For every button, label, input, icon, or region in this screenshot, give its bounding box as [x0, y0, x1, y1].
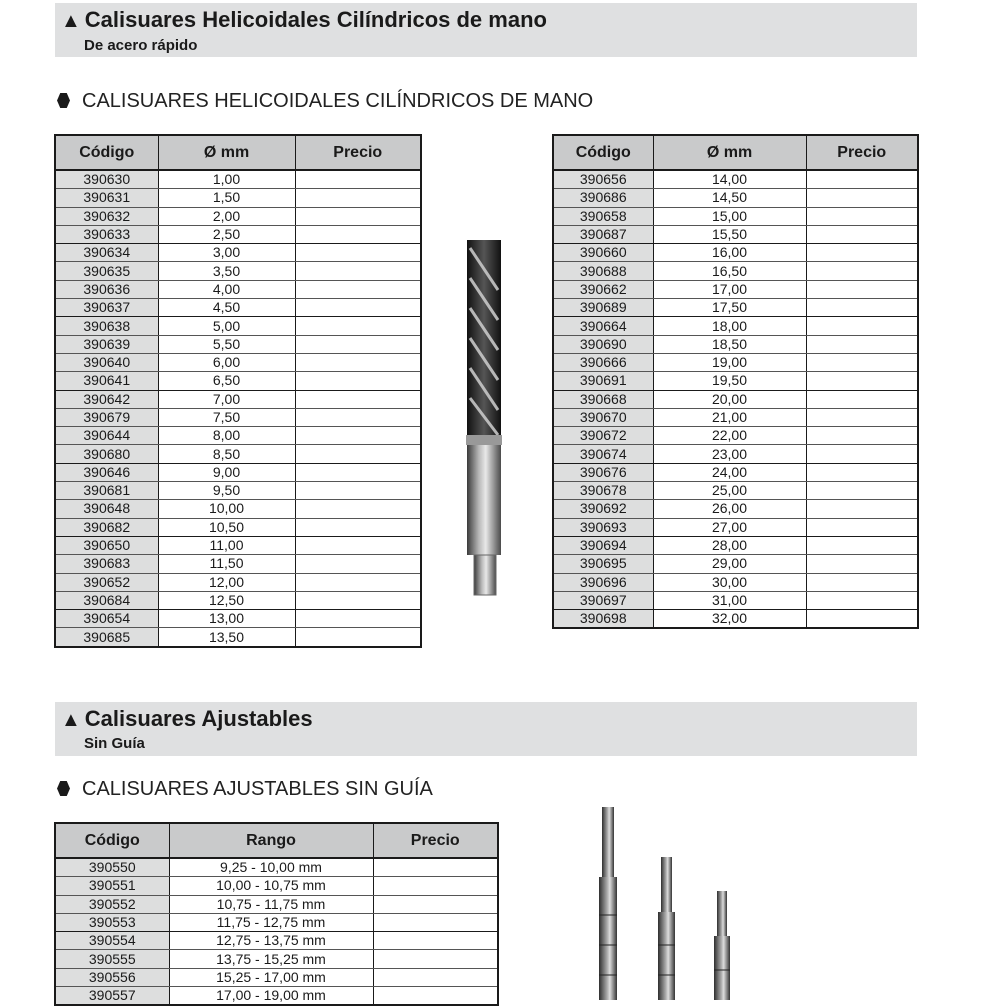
table-row [55, 353, 421, 371]
diameter-cell: 17,00 [653, 280, 806, 298]
code-cell: 390683 [55, 555, 158, 573]
price-cell [295, 500, 421, 518]
price-cell [806, 573, 918, 591]
section-banner [55, 702, 917, 756]
price-cell [806, 518, 918, 536]
reamer-table-left [54, 134, 422, 648]
price-cell [806, 482, 918, 500]
reamer-table-right [552, 134, 919, 629]
price-cell [806, 189, 918, 207]
code-cell: 390654 [55, 610, 158, 628]
code-cell: 390635 [55, 262, 158, 280]
range-cell: 13,75 - 15,25 mm [169, 950, 373, 968]
diameter-cell: 27,00 [653, 518, 806, 536]
diameter-cell: 12,50 [158, 591, 295, 609]
price-cell [295, 628, 421, 647]
table-row [55, 408, 421, 426]
diameter-cell: 5,00 [158, 317, 295, 335]
price-cell [295, 317, 421, 335]
diameter-cell: 9,50 [158, 482, 295, 500]
code-cell: 390658 [553, 207, 653, 225]
code-cell: 390697 [553, 591, 653, 609]
price-cell [295, 463, 421, 481]
table-row [55, 482, 421, 500]
banner-subtitle: Sin Guía [84, 735, 145, 752]
table-row [553, 317, 918, 335]
code-cell: 390690 [553, 335, 653, 353]
code-cell: 390694 [553, 536, 653, 554]
price-cell [373, 858, 498, 877]
table-row [55, 877, 498, 895]
code-cell: 390687 [553, 225, 653, 243]
triangle-up-icon: ▲ [61, 10, 81, 32]
table-row [55, 299, 421, 317]
table-row [553, 536, 918, 554]
col-header-code: Código [553, 135, 653, 170]
diameter-cell: 28,00 [653, 536, 806, 554]
table-row [55, 913, 498, 931]
diameter-cell: 7,00 [158, 390, 295, 408]
code-cell: 390679 [55, 408, 158, 426]
price-cell [373, 895, 498, 913]
price-cell [295, 372, 421, 390]
diameter-cell: 9,00 [158, 463, 295, 481]
code-cell: 390639 [55, 335, 158, 353]
table-row [553, 244, 918, 262]
diameter-cell: 6,00 [158, 353, 295, 371]
price-cell [806, 610, 918, 629]
price-cell [373, 968, 498, 986]
diameter-cell: 15,50 [653, 225, 806, 243]
diameter-cell: 18,50 [653, 335, 806, 353]
code-cell: 390695 [553, 555, 653, 573]
diameter-cell: 17,50 [653, 299, 806, 317]
section-heading [57, 778, 433, 801]
hexagon-bullet-icon [57, 93, 70, 108]
range-cell: 10,75 - 11,75 mm [169, 895, 373, 913]
code-cell: 390554 [55, 932, 169, 950]
price-cell [295, 189, 421, 207]
price-cell [295, 335, 421, 353]
banner-title: Calisuares Ajustables [84, 706, 313, 731]
range-cell: 12,75 - 13,75 mm [169, 932, 373, 950]
price-cell [295, 482, 421, 500]
range-cell: 11,75 - 12,75 mm [169, 913, 373, 931]
code-cell: 390666 [553, 353, 653, 371]
price-cell [295, 573, 421, 591]
code-cell: 390650 [55, 536, 158, 554]
section-banner [55, 3, 917, 57]
diameter-cell: 15,00 [653, 207, 806, 225]
diameter-cell: 3,50 [158, 262, 295, 280]
section-heading-text: CALISUARES HELICOIDALES CILÍNDRICOS DE MANO [82, 90, 594, 112]
price-cell [373, 950, 498, 968]
code-cell: 390689 [553, 299, 653, 317]
diameter-cell: 16,50 [653, 262, 806, 280]
price-cell [295, 225, 421, 243]
range-cell: 17,00 - 19,00 mm [169, 987, 373, 1006]
adjustable-reamers-image [575, 795, 755, 1000]
table-row [553, 170, 918, 189]
price-cell [295, 518, 421, 536]
code-cell: 390692 [553, 500, 653, 518]
code-cell: 390642 [55, 390, 158, 408]
diameter-cell: 8,00 [158, 427, 295, 445]
diameter-cell: 22,00 [653, 427, 806, 445]
code-cell: 390552 [55, 895, 169, 913]
price-cell [806, 317, 918, 335]
table-row [553, 372, 918, 390]
diameter-cell: 18,00 [653, 317, 806, 335]
table-row [55, 427, 421, 445]
table-row [55, 244, 421, 262]
range-cell: 9,25 - 10,00 mm [169, 858, 373, 877]
price-cell [295, 427, 421, 445]
section-heading-text: CALISUARES AJUSTABLES SIN GUÍA [82, 778, 433, 800]
price-cell [806, 555, 918, 573]
table-row [553, 225, 918, 243]
diameter-cell: 1,00 [158, 170, 295, 189]
diameter-cell: 12,00 [158, 573, 295, 591]
code-cell: 390678 [553, 482, 653, 500]
table-row [55, 858, 498, 877]
price-cell [295, 262, 421, 280]
code-cell: 390555 [55, 950, 169, 968]
table-row [553, 463, 918, 481]
table-row [55, 335, 421, 353]
table-row [55, 987, 498, 1006]
diameter-cell: 14,50 [653, 189, 806, 207]
price-cell [373, 932, 498, 950]
code-cell: 390636 [55, 280, 158, 298]
adjustable-reamer-table [54, 822, 499, 1006]
diameter-cell: 13,00 [158, 610, 295, 628]
diameter-cell: 32,00 [653, 610, 806, 629]
table-row [553, 390, 918, 408]
code-cell: 390638 [55, 317, 158, 335]
code-cell: 390646 [55, 463, 158, 481]
table-row [553, 518, 918, 536]
price-cell [806, 536, 918, 554]
price-cell [295, 591, 421, 609]
table-row [55, 390, 421, 408]
code-cell: 390656 [553, 170, 653, 189]
price-cell [295, 353, 421, 371]
diameter-cell: 1,50 [158, 189, 295, 207]
col-header-diameter: Ø mm [653, 135, 806, 170]
price-cell [806, 372, 918, 390]
range-cell: 10,00 - 10,75 mm [169, 877, 373, 895]
price-cell [806, 500, 918, 518]
table-row [553, 189, 918, 207]
price-cell [806, 463, 918, 481]
table-row [553, 591, 918, 609]
price-cell [806, 353, 918, 371]
diameter-cell: 6,50 [158, 372, 295, 390]
diameter-cell: 7,50 [158, 408, 295, 426]
banner-subtitle: De acero rápido [84, 37, 198, 54]
table-row [55, 500, 421, 518]
helical-reamer-image [450, 230, 520, 610]
price-cell [806, 299, 918, 317]
price-cell [295, 445, 421, 463]
code-cell: 390668 [553, 390, 653, 408]
code-cell: 390696 [553, 573, 653, 591]
range-cell: 15,25 - 17,00 mm [169, 968, 373, 986]
code-cell: 390686 [553, 189, 653, 207]
col-header-range: Rango [169, 823, 373, 858]
code-cell: 390640 [55, 353, 158, 371]
diameter-cell: 3,00 [158, 244, 295, 262]
diameter-cell: 26,00 [653, 500, 806, 518]
diameter-cell: 4,50 [158, 299, 295, 317]
diameter-cell: 23,00 [653, 445, 806, 463]
price-cell [295, 244, 421, 262]
code-cell: 390633 [55, 225, 158, 243]
price-cell [373, 987, 498, 1006]
table-row [55, 628, 421, 647]
code-cell: 390550 [55, 858, 169, 877]
price-cell [295, 408, 421, 426]
col-header-price: Precio [295, 135, 421, 170]
col-header-diameter: Ø mm [158, 135, 295, 170]
col-header-code: Código [55, 823, 169, 858]
table-row [553, 555, 918, 573]
diameter-cell: 20,00 [653, 390, 806, 408]
price-cell [295, 207, 421, 225]
code-cell: 390632 [55, 207, 158, 225]
price-cell [295, 280, 421, 298]
table-row [553, 299, 918, 317]
col-header-code: Código [55, 135, 158, 170]
table-row [553, 573, 918, 591]
table-row [55, 932, 498, 950]
table-row [55, 518, 421, 536]
code-cell: 390644 [55, 427, 158, 445]
banner-title: Calisuares Helicoidales Cilíndricos de mano [84, 7, 547, 32]
col-header-price: Precio [806, 135, 918, 170]
table-row [553, 445, 918, 463]
price-cell [806, 445, 918, 463]
code-cell: 390672 [553, 427, 653, 445]
table-row [55, 555, 421, 573]
table-row [55, 895, 498, 913]
diameter-cell: 11,50 [158, 555, 295, 573]
price-cell [806, 225, 918, 243]
price-cell [806, 408, 918, 426]
code-cell: 390664 [553, 317, 653, 335]
diameter-cell: 21,00 [653, 408, 806, 426]
code-cell: 390676 [553, 463, 653, 481]
code-cell: 390652 [55, 573, 158, 591]
diameter-cell: 10,50 [158, 518, 295, 536]
table-row [553, 353, 918, 371]
table-row [55, 262, 421, 280]
table-row [55, 445, 421, 463]
price-cell [295, 299, 421, 317]
table-row [553, 500, 918, 518]
code-cell: 390693 [553, 518, 653, 536]
price-cell [806, 280, 918, 298]
diameter-cell: 2,00 [158, 207, 295, 225]
triangle-up-icon: ▲ [61, 709, 81, 731]
code-cell: 390660 [553, 244, 653, 262]
code-cell: 390684 [55, 591, 158, 609]
code-cell: 390685 [55, 628, 158, 647]
code-cell: 390670 [553, 408, 653, 426]
price-cell [373, 913, 498, 931]
price-cell [295, 610, 421, 628]
code-cell: 390648 [55, 500, 158, 518]
code-cell: 390688 [553, 262, 653, 280]
price-cell [295, 390, 421, 408]
code-cell: 390691 [553, 372, 653, 390]
table-row [55, 225, 421, 243]
diameter-cell: 19,50 [653, 372, 806, 390]
code-cell: 390556 [55, 968, 169, 986]
table-row [55, 207, 421, 225]
diameter-cell: 24,00 [653, 463, 806, 481]
table-row [55, 610, 421, 628]
price-cell [806, 390, 918, 408]
diameter-cell: 14,00 [653, 170, 806, 189]
code-cell: 390553 [55, 913, 169, 931]
price-cell [806, 207, 918, 225]
diameter-cell: 2,50 [158, 225, 295, 243]
diameter-cell: 30,00 [653, 573, 806, 591]
price-cell [806, 170, 918, 189]
diameter-cell: 11,00 [158, 536, 295, 554]
price-cell [806, 335, 918, 353]
price-cell [806, 262, 918, 280]
code-cell: 390682 [55, 518, 158, 536]
diameter-cell: 29,00 [653, 555, 806, 573]
diameter-cell: 5,50 [158, 335, 295, 353]
code-cell: 390630 [55, 170, 158, 189]
col-header-price: Precio [373, 823, 498, 858]
diameter-cell: 4,00 [158, 280, 295, 298]
code-cell: 390698 [553, 610, 653, 629]
table-row [55, 170, 421, 189]
table-row [55, 189, 421, 207]
diameter-cell: 31,00 [653, 591, 806, 609]
price-cell [806, 427, 918, 445]
code-cell: 390634 [55, 244, 158, 262]
table-row [55, 372, 421, 390]
code-cell: 390681 [55, 482, 158, 500]
diameter-cell: 13,50 [158, 628, 295, 647]
hexagon-bullet-icon [57, 781, 70, 796]
table-row [553, 280, 918, 298]
price-cell [806, 591, 918, 609]
table-row [553, 207, 918, 225]
diameter-cell: 10,00 [158, 500, 295, 518]
table-row [553, 427, 918, 445]
code-cell: 390631 [55, 189, 158, 207]
diameter-cell: 8,50 [158, 445, 295, 463]
diameter-cell: 25,00 [653, 482, 806, 500]
table-row [55, 968, 498, 986]
table-row [553, 335, 918, 353]
code-cell: 390674 [553, 445, 653, 463]
table-row [55, 317, 421, 335]
code-cell: 390680 [55, 445, 158, 463]
diameter-cell: 16,00 [653, 244, 806, 262]
table-row [55, 573, 421, 591]
price-cell [295, 536, 421, 554]
table-row [553, 262, 918, 280]
table-row [55, 536, 421, 554]
table-row [553, 408, 918, 426]
table-row [55, 950, 498, 968]
code-cell: 390557 [55, 987, 169, 1006]
code-cell: 390662 [553, 280, 653, 298]
section-heading [57, 90, 593, 113]
table-row [55, 280, 421, 298]
table-row [553, 482, 918, 500]
price-cell [373, 877, 498, 895]
table-row [55, 463, 421, 481]
price-cell [295, 170, 421, 189]
table-row [553, 610, 918, 629]
price-cell [806, 244, 918, 262]
code-cell: 390637 [55, 299, 158, 317]
code-cell: 390551 [55, 877, 169, 895]
price-cell [295, 555, 421, 573]
diameter-cell: 19,00 [653, 353, 806, 371]
table-row [55, 591, 421, 609]
code-cell: 390641 [55, 372, 158, 390]
